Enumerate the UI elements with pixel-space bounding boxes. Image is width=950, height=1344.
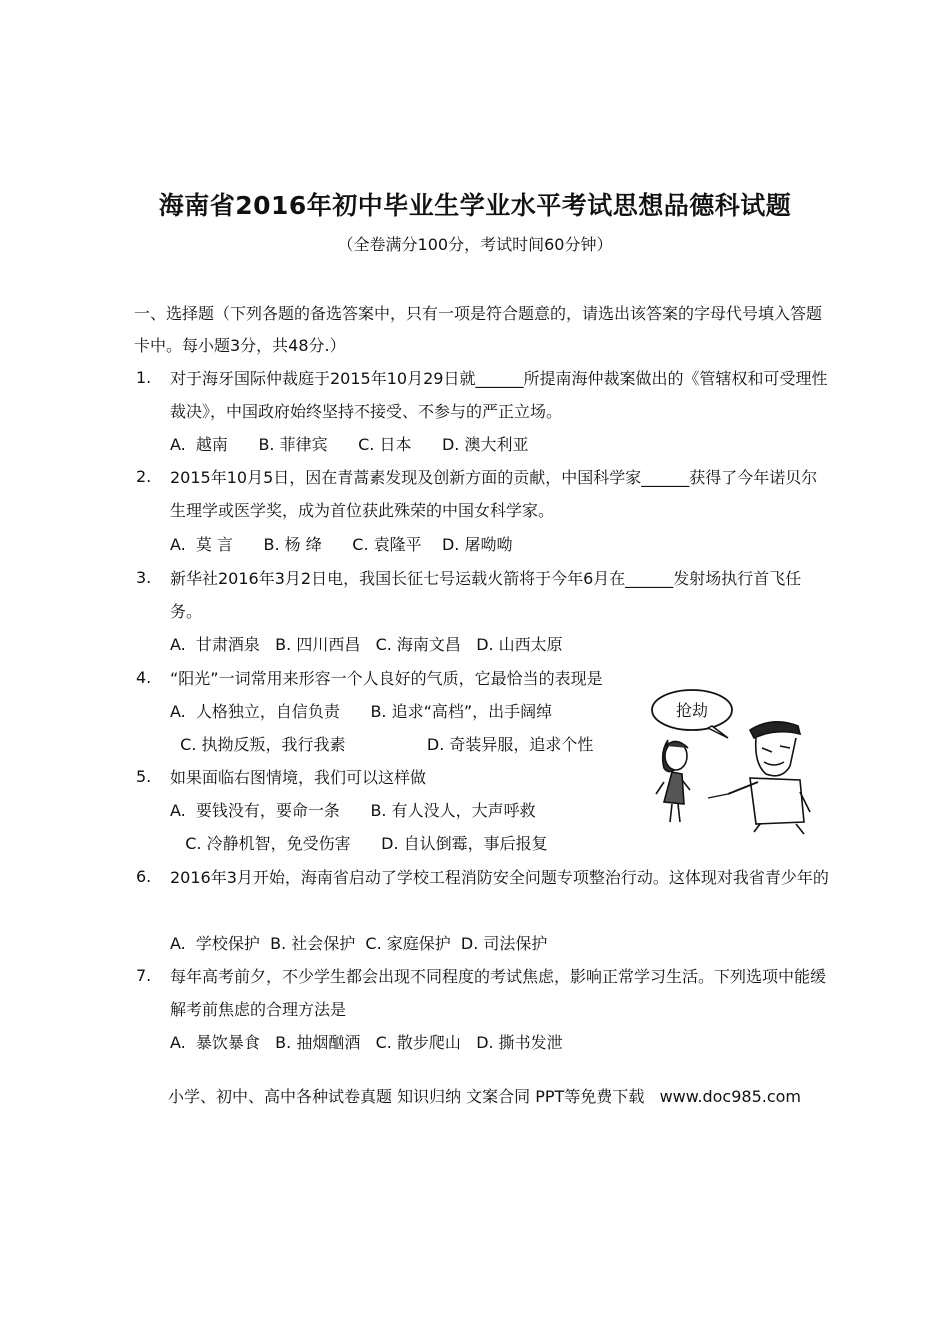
question-number: 1. xyxy=(136,368,152,387)
robber-figure xyxy=(708,722,810,834)
question-options: A. 越南 B. 菲律宾 C. 日本 D. 澳大利亚 xyxy=(170,435,529,454)
speech-bubble xyxy=(652,690,732,738)
question-options: C. 执拗反叛，我行我素 D. 奇装异服，追求个性 xyxy=(170,735,594,754)
question-options: A. 甘肃酒泉 B. 四川西昌 C. 海南文昌 D. 山西太原 xyxy=(170,635,563,654)
speech-text: 抢劫 xyxy=(675,701,709,720)
question-options: A. 要钱没有，要命一条 B. 有人没人，大声呼救 xyxy=(170,801,536,820)
question-options: A. 暴饮暴食 B. 抽烟酗酒 C. 散步爬山 D. 撕书发泄 xyxy=(170,1033,563,1052)
question-number: 4. xyxy=(136,668,152,687)
question-stem: 2015年10月5日，因在青蒿素发现及创新方面的贡献，中国科学家______获得了今年诺贝尔生理学或医学奖，成为首位获此殊荣的中国女科学家。 xyxy=(170,468,818,520)
question-number: 6. xyxy=(136,867,152,886)
question-number: 2. xyxy=(136,467,152,486)
question-number: 3. xyxy=(136,568,152,587)
question-stem: 如果面临右图情境，我们可以这样做 xyxy=(170,768,427,787)
question-stem: “阳光”一词常用来形容一个人良好的气质，它最恰当的表现是 xyxy=(170,669,603,688)
question-options: C. 冷静机智，免受伤害 D. 自认倒霉，事后报复 xyxy=(170,834,548,853)
question-stem: 每年高考前夕，不少学生都会出现不同程度的考试焦虑，影响正常学习生活。下列选项中能缓解考前焦虑的合理方法是 xyxy=(170,967,827,1019)
page-title: 海南省2016年初中毕业生学业水平考试思想品德科试题 xyxy=(158,191,792,220)
question-stem: 对于海牙国际仲裁庭于2015年10月29日就______所提南海仲裁案做出的《管辖权和可受理性裁决》，中国政府始终坚持不接受、不参与的严正立场。 xyxy=(170,369,828,421)
question-stem: 新华社2016年3月2日电，我国长征七号运载火箭将于今年6月在______发射场执行首飞任务。 xyxy=(170,569,802,621)
question-number: 5. xyxy=(136,767,152,786)
question-stem: 2016年3月开始，海南省启动了学校工程消防安全问题专项整治行动。这体现对我省青少年的 xyxy=(170,868,829,887)
page-subtitle: （全卷满分100分，考试时间60分钟） xyxy=(337,235,613,254)
victim-figure xyxy=(656,740,690,822)
question-options: A. 学校保护 B. 社会保护 C. 家庭保护 D. 司法保护 xyxy=(170,934,548,953)
question-number: 7. xyxy=(136,966,152,985)
footer-text: 小学、初中、高中各种试卷真题 知识归纳 文案合同 PPT等免费下载 www.doc985.com xyxy=(168,1087,802,1106)
section-heading: 一、选择题（下列各题的备选答案中，只有一项是符合题意的，请选出该答案的字母代号填入答题卡中。每小题3分，共48分.） xyxy=(134,304,823,355)
robbery-cartoon xyxy=(650,682,815,837)
question-options: A. 人格独立，自信负责 B. 追求“高档”，出手阔绰 xyxy=(170,702,553,721)
question-options: A. 莫 言 B. 杨 绛 C. 袁隆平 D. 屠呦呦 xyxy=(170,535,513,554)
